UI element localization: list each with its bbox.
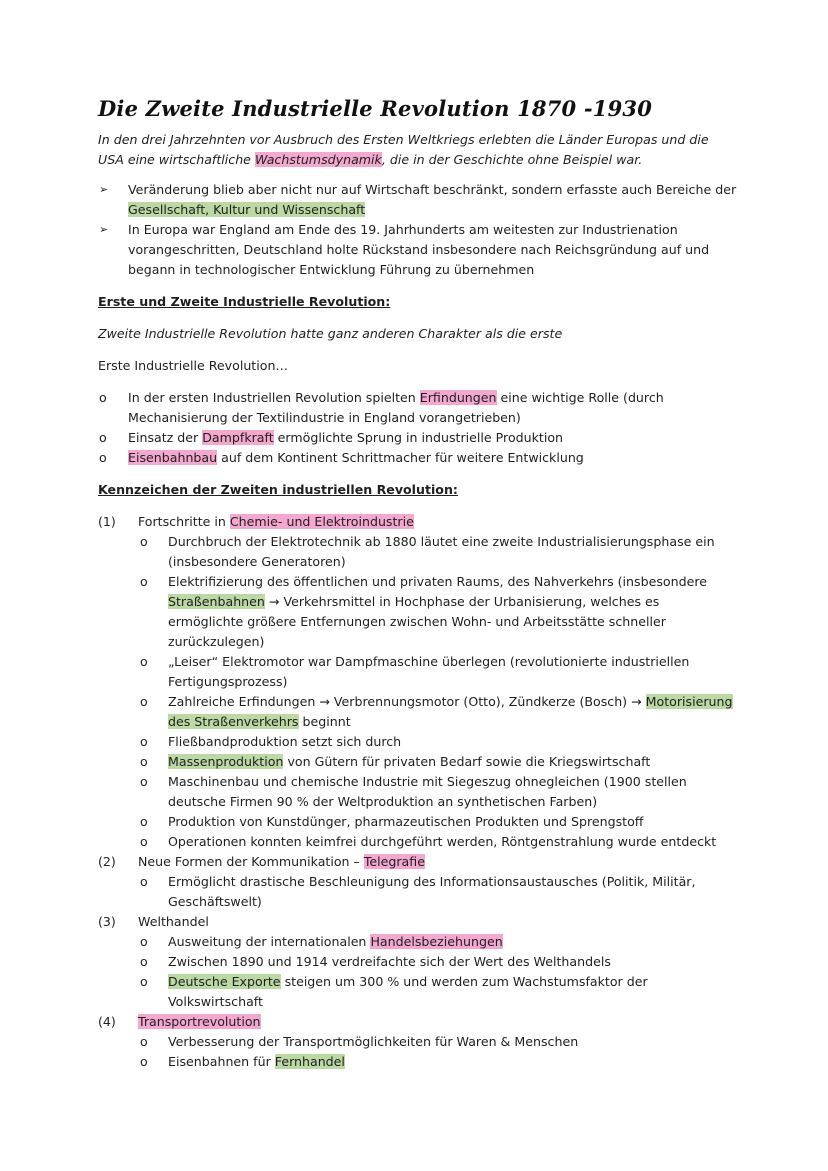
circle-bullet-icon: o [140,694,148,709]
numbered-item [98,912,738,1012]
circle-bullet-icon: o [140,974,148,989]
circle-bullet-icon: o [140,774,148,789]
numbered-item-heading: (2) Neue Formen der Kommunikation – Telegrafie [98,852,738,872]
highlight: Gesellschaft, Kultur und Wissenschaft [128,202,366,217]
circle-bullet-icon: o [140,574,148,589]
circle-bullet-icon: o [99,390,107,405]
sub-list [98,1032,738,1072]
highlight: Straßenbahnen [168,594,265,609]
list-item: o In der ersten Industriellen Revolution spielten Erfindungen eine wichtige Rolle (durch Mechanisierung der Textilindustrie in England vorangetrieben) [99,390,664,425]
sub-list [98,872,738,912]
list-item: o Einsatz der Dampfkraft ermöglichte Sprung in industrielle Produktion [98,428,738,448]
highlight: Deutsche Exporte [168,974,281,989]
list-item: o Eisenbahnbau auf dem Kontinent Schrittmacher für weitere Entwicklung [98,448,738,468]
circle-bullet-icon: o [140,814,148,829]
highlight: Dampfkraft [202,430,274,445]
intro-paragraph: In den drei Jahrzehnten vor Ausbruch des Ersten Weltkriegs erlebten die Länder Europas und die USA eine wirtschaftliche Wachstumsdynamik, die in der Geschichte ohne Beispiel war. [98,132,709,167]
highlight: Wachstumsdynamik [254,152,382,167]
list-item: o Zwischen 1890 und 1914 verdreifachte sich der Wert des Welthandels [138,952,738,972]
list-item: o Ermöglicht drastische Beschleunigung des Informationsaustausches (Politik, Militär, Geschäftswelt) [140,874,696,909]
highlight: Massenproduktion [168,754,284,769]
highlight: Handelsbeziehungen [370,934,503,949]
highlight: Telegrafie [363,854,425,869]
circle-bullet-icon: o [140,934,148,949]
highlight: Chemie- und Elektroindustrie [229,514,414,529]
item-number: (1) [98,514,116,529]
circle-bullet-icon: o [140,534,148,549]
arrow-bullet-icon: ➢ [99,183,109,196]
circle-bullet-icon: o [140,1054,148,1069]
circle-bullet-icon: o [140,874,148,889]
highlight: Fernhandel [274,1054,345,1069]
arrow-bullet-list [98,180,738,280]
document-page [98,96,738,1072]
item-number: (4) [98,1014,116,1029]
highlight: Motorisierung des Straßenverkehrs [168,694,733,729]
highlight: Eisenbahnbau [128,450,218,465]
list-item: o Zahlreiche Erfindungen → Verbrennungsmotor (Otto), Zündkerze (Bosch) → Motorisierung des Straßenverkehrs beginnt [140,694,733,729]
numbered-item [98,512,738,852]
list-item: o „Leiser“ Elektromotor war Dampfmaschine überlegen (revolutionierte industriellen Fertigungsprozess) [140,654,690,689]
numbered-item-heading: (3) Welthandel [98,912,738,932]
numbered-item [98,852,738,912]
list-item: o Produktion von Kunstdünger, pharmazeutischen Produkten und Sprengstoff [138,812,738,832]
sub-list [98,932,738,1012]
item-number: (3) [98,914,116,929]
numbered-item-heading [98,1012,738,1032]
italic-statement: Zweite Industrielle Revolution hatte ganz anderen Charakter als die erste [98,326,563,341]
circle-bullet-icon: o [99,450,107,465]
subheading: Erste Industrielle Revolution… [98,358,289,373]
section-heading: Erste und Zweite Industrielle Revolution: [98,294,391,309]
numbered-item-heading: (1) Fortschritte in Chemie- und Elektroindustrie [98,512,738,532]
highlight: Erfindungen [419,390,497,405]
first-revolution-list [98,388,738,468]
arrow-bullet-item: ➢ Veränderung blieb aber nicht nur auf Wirtschaft beschränkt, sondern erfasste auch Bereiche der Gesellschaft, Kultur und Wissenschaft [99,182,737,217]
circle-bullet-icon: o [140,834,148,849]
list-item: o Operationen konnten keimfrei durchgeführt werden, Röntgenstrahlung wurde entdeckt [138,832,738,852]
circle-bullet-icon: o [140,754,148,769]
list-item: o Deutsche Exporte steigen um 300 % und werden zum Wachstumsfaktor der Volkswirtschaft [140,974,648,1009]
list-item: o Maschinenbau und chemische Industrie mit Siegeszug ohnegleichen (1900 stellen deutsche Firmen 90 % der Weltproduktion an synthetischen Farben) [140,774,687,809]
numbered-item [98,1012,738,1072]
list-item: o Verbesserung der Transportmöglichkeiten für Waren & Menschen [138,1032,738,1052]
list-item: o Durchbruch der Elektrotechnik ab 1880 läutet eine zweite Industrialisierungsphase ein (insbesondere Generatoren) [140,534,715,569]
circle-bullet-icon: o [140,654,148,669]
page-title: Die Zweite Industrielle Revolution 1870 -1930 [98,96,653,121]
item-number: (2) [98,854,116,869]
circle-bullet-icon: o [140,954,148,969]
list-item: o Ausweitung der internationalen Handelsbeziehungen [138,932,738,952]
circle-bullet-icon: o [140,1034,148,1049]
circle-bullet-icon: o [140,734,148,749]
list-item: o Elektrifizierung des öffentlichen und privaten Raums, des Nahverkehrs (insbesondere Straßenbahnen → Verkehrsmittel in Hochphase der Urbanisierung, welches es ermöglichte größere Entfernungen zwischen Wohn- und Arbeitsstätte schneller zurückzulegen) [140,574,707,649]
list-item: o Massenproduktion von Gütern für privaten Bedarf sowie die Kriegswirtschaft [138,752,738,772]
sub-list [98,532,738,852]
numbered-list [98,512,738,1072]
section-heading: Kennzeichen der Zweiten industriellen Revolution: [98,482,458,497]
highlight: Transportrevolution [138,1014,261,1029]
arrow-bullet-item: ➢ In Europa war England am Ende des 19. Jahrhunderts am weitesten zur Industrienation vorangeschritten, Deutschland holte Rückstand insbesondere nach Reichsgründung auf und begann in technologischer Entwicklung Führung zu übernehmen [99,222,710,277]
arrow-bullet-icon: ➢ [99,223,109,236]
circle-bullet-icon: o [99,430,107,445]
list-item: o Fließbandproduktion setzt sich durch [138,732,738,752]
list-item: o Eisenbahnen für Fernhandel [138,1052,738,1072]
